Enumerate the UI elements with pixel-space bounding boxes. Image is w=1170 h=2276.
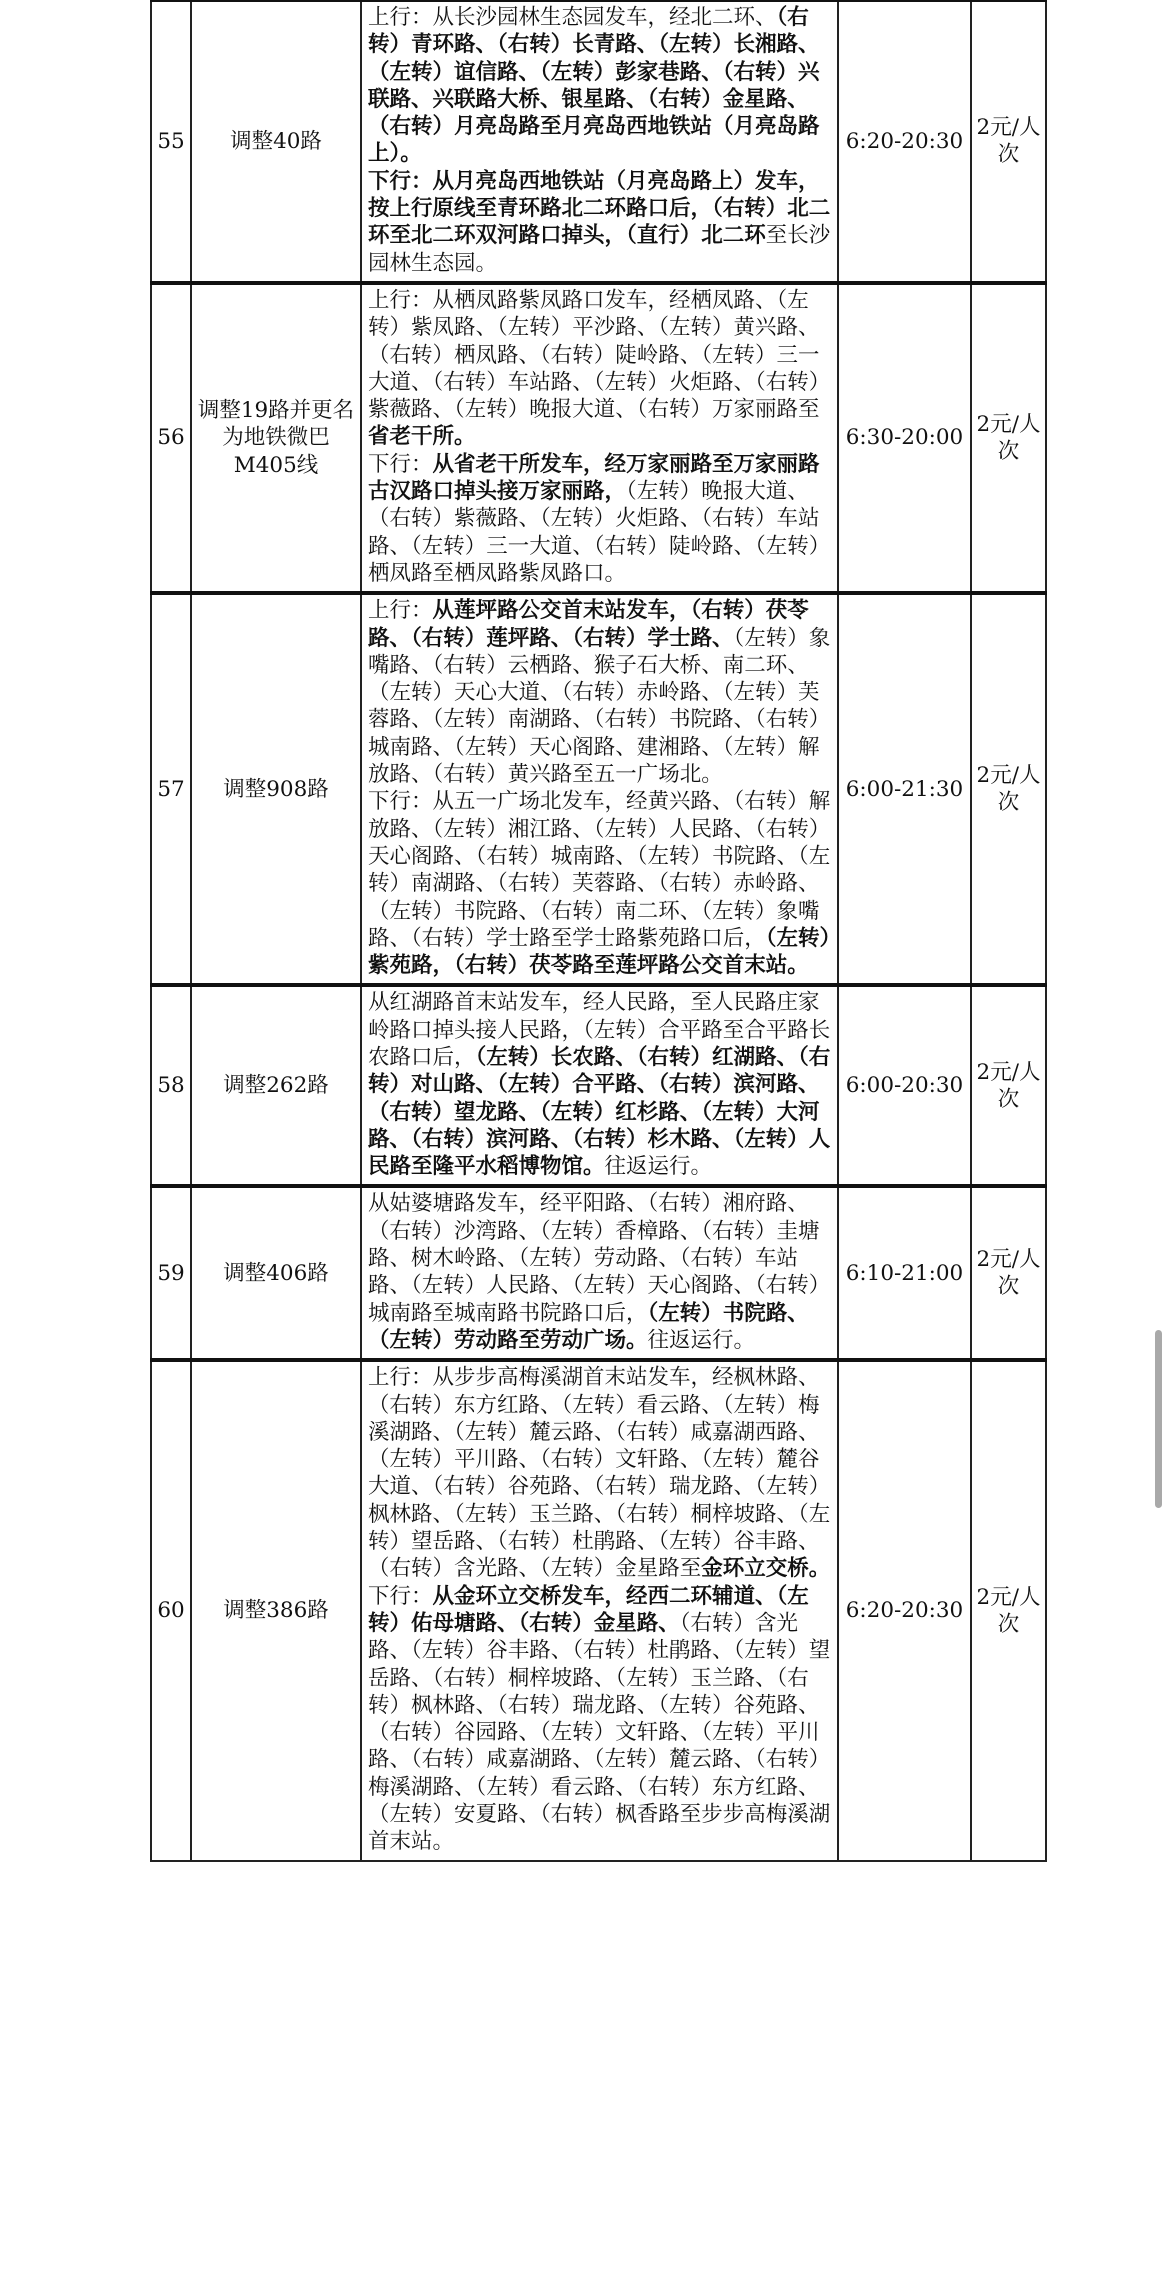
fare: 2元/人次 (971, 283, 1046, 593)
route-direction (368, 1583, 833, 1856)
table-row (151, 1186, 1046, 1360)
route-direction (368, 287, 833, 451)
route-text-segment: （左转）象嘴路、（右转）云栖路、猴子石大桥、南二环、（左转）天心大道、（右转）赤岭路、（左转）芙蓉路、（左转）南湖路、（右转）书院路、（右转）城南路、（左转）天心阁路、建湘路、（左转）解放路、（右转）黄兴路至五一广场北。 (368, 625, 831, 788)
route-direction (368, 788, 833, 979)
route-text-segment: 下行：从月亮岛西地铁站（月亮岛路上）发车，按上行原线至青环路北二环路口后，（右转）北二环至北二环双河路口掉头，（直行）北二环 (368, 168, 831, 249)
route-text-segment: 下行： (368, 451, 433, 477)
route-description (361, 593, 838, 985)
route-text-segment: 上行：从步步高梅溪湖首末站发车，经枫林路、（右转）东方红路、（左转）看云路、（左转）梅溪湖路、（左转）麓云路、（右转）咸嘉湖西路、（左转）平川路、（右转）文轩路、（左转）麓谷大道、（右转）谷苑路、（右转）瑞龙路、（左转）枫林路、（左转）玉兰路、（右转）桐梓坡路、（左转）望岳路、（右转）杜鹃路、（左转）谷丰路、（右转）含光路、（左转）金星路至 (368, 1365, 831, 1582)
scrollbar-thumb[interactable] (1155, 1330, 1162, 1508)
route-direction (368, 1190, 833, 1354)
fare: 2元/人次 (971, 1186, 1046, 1360)
operating-hours: 6:30-20:00 (838, 283, 971, 593)
route-text-segment: （左转）晚报大道、（右转）紫薇路、（左转）火炬路、（右转）车站路、（左转）三一大道、（右转）陡岭路、（左转）栖凤路至栖凤路紫凤路口。 (368, 479, 831, 586)
route-text-segment: 上行：从长沙园林生态园发车，经北二环、 (368, 5, 777, 30)
route-adjustment-table (150, 0, 1047, 1862)
route-text-segment: 从莲坪路公交首末站发车，（右转）茯苓路、（右转）莲坪路、（右转）学士路、 (368, 598, 809, 651)
operating-hours: 6:00-20:30 (838, 985, 971, 1186)
route-text-segment: （左转）书院路、（左转）劳动路至劳动广场。 (368, 1300, 809, 1353)
row-number: 55 (151, 0, 191, 283)
operating-hours: 6:20-20:30 (838, 1360, 971, 1860)
route-text-segment: 下行： (368, 1583, 433, 1609)
row-number: 59 (151, 1186, 191, 1360)
table-row (151, 0, 1046, 283)
operating-hours: 6:20-20:30 (838, 0, 971, 283)
route-text-segment: 从省老干所发车，经万家丽路至万家丽路古汉路口掉头接万家丽路， (368, 451, 820, 505)
adjustment-name: 调整19路并更名为地铁微巴M405线 (191, 283, 361, 593)
fare: 2元/人次 (971, 0, 1046, 283)
route-text-segment: 省老干所。 (368, 424, 476, 450)
route-text-segment: （左转）紫苑路，（右转）茯苓路至莲坪路公交首末站。 (368, 925, 831, 979)
route-direction (368, 1364, 833, 1582)
adjustment-name: 调整386路 (191, 1360, 361, 1860)
table-row (151, 283, 1046, 593)
operating-hours: 6:10-21:00 (838, 1186, 971, 1360)
route-text-segment: 往返运行。 (647, 1327, 756, 1353)
route-direction (368, 4, 833, 168)
operating-hours: 6:00-21:30 (838, 593, 971, 985)
route-description (361, 283, 838, 593)
route-description (361, 0, 838, 283)
route-text-segment: 金环立交桥。 (701, 1556, 831, 1582)
route-text-segment: （右转）青环路、（右转）长青路、（左转）长湘路、（左转）谊信路、（左转）彭家巷路、（右转）兴联路、兴联路大桥、银星路、（右转）金星路、（右转）月亮岛路至月亮岛西地铁站（月亮岛路上）。 (368, 5, 820, 167)
route-description (361, 1186, 838, 1360)
route-text-segment: （右转）含光路、（左转）谷丰路、（右转）杜鹃路、（左转）望岳路、（右转）桐梓坡路、（左转）玉兰路、（右转）枫林路、（右转）瑞龙路、（左转）谷苑路、（右转）谷园路、（左转）文轩路、（左转）平川路、（右转）咸嘉湖路、（左转）麓云路、（右转）梅溪湖路、（左转）看云路、（右转）东方红路、（左转）安夏路、（右转）枫香路至步步高梅溪湖首末站。 (368, 1610, 831, 1855)
table-row (151, 593, 1046, 985)
route-direction (368, 597, 833, 788)
adjustment-name: 调整40路 (191, 0, 361, 283)
route-text-segment: 从红湖路首末站发车，经人民路，至人民路庄家岭路口掉头接人民路，（左转）合平路至合平路长农路口后， (368, 990, 831, 1070)
table-body (151, 0, 1046, 1861)
route-text-segment: 至长沙园林生态园。 (368, 223, 831, 276)
route-description (361, 985, 838, 1186)
table-row (151, 1360, 1046, 1860)
route-text-segment: 上行： (368, 598, 433, 624)
route-text-segment: 下行：从五一广场北发车，经黄兴路、（右转）解放路、（左转）湘江路、（左转）人民路、（右转）天心阁路、（右转）城南路、（左转）书院路、（左转）南湖路、（右转）芙蓉路、（右转）赤岭路、（左转）书院路、（右转）南二环、（左转）象嘴路、（右转）学士路至学士路紫苑路口后， (368, 789, 831, 951)
fare: 2元/人次 (971, 985, 1046, 1186)
row-number: 57 (151, 593, 191, 985)
row-number: 60 (151, 1360, 191, 1860)
fare: 2元/人次 (971, 593, 1046, 985)
route-text-segment: 上行：从栖凤路紫凤路口发车，经栖凤路、（左转）紫凤路、（左转）平沙路、（左转）黄兴路、（右转）栖凤路、（右转）陡岭路、（左转）三一大道、（右转）车站路、（左转）火炬路、（右转）紫薇路、（左转）晚报大道、（右转）万家丽路至 (368, 287, 831, 423)
route-direction (368, 168, 833, 277)
row-number: 56 (151, 283, 191, 593)
route-direction (368, 989, 833, 1180)
table-row (151, 985, 1046, 1186)
adjustment-name: 调整262路 (191, 985, 361, 1186)
row-number: 58 (151, 985, 191, 1186)
route-text-segment: 从姑婆塘路发车，经平阳路、（右转）湘府路、（右转）沙湾路、（左转）香樟路、（右转）圭塘路、树木岭路、（左转）劳动路、（右转）车站路、（左转）人民路、（左转）天心阁路、（右转）城南路至城南路书院路口后， (368, 1191, 831, 1326)
route-text-segment: 往返运行。 (604, 1154, 713, 1180)
adjustment-name: 调整406路 (191, 1186, 361, 1360)
route-text-segment: 从金环立交桥发车，经西二环辅道、（左转）佑母塘路、（右转）金星路、 (368, 1583, 809, 1636)
route-description (361, 1360, 838, 1860)
route-text-segment: （左转）长农路、（右转）红湖路、（右转）对山路、（左转）合平路、（右转）滨河路、（右转）望龙路、（左转）红杉路、（左转）大河路、（右转）滨河路、（右转）杉木路、（左转）人民路至隆平水稻博物馆。 (368, 1044, 831, 1180)
adjustment-name: 调整908路 (191, 593, 361, 985)
fare: 2元/人次 (971, 1360, 1046, 1860)
route-direction (368, 451, 833, 587)
